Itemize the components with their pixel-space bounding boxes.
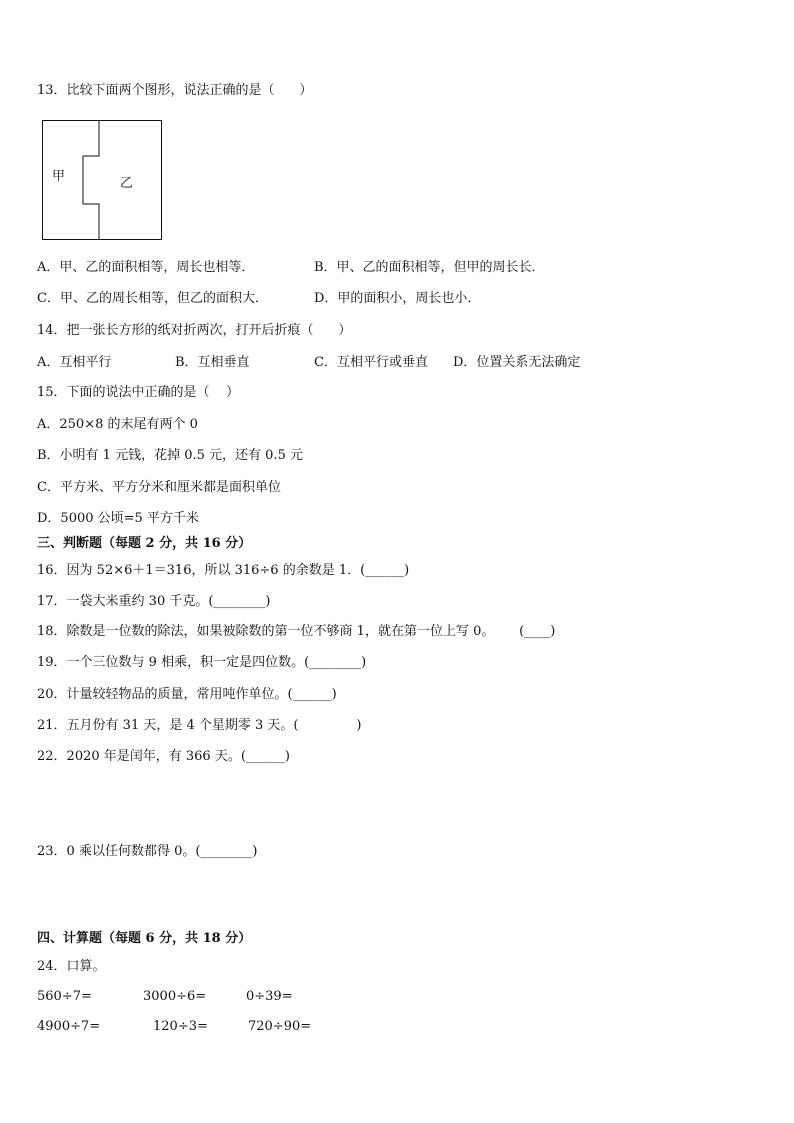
q15-option-d: D．5000 公顷=5 平方千米 — [37, 511, 199, 526]
question-15-stem: 15．下面的说法中正确的是（ ） — [37, 385, 240, 400]
q15-option-a: A．250×8 的末尾有两个 0 — [37, 417, 198, 432]
q15-option-b: B．小明有 1 元钱，花掉 0.5 元，还有 0.5 元 — [37, 448, 303, 463]
q14-option-a: A．互相平行 — [37, 355, 112, 370]
calc-item: 720÷90= — [248, 1019, 312, 1034]
section-3-title: 三、判断题（每题 2 分，共 16 分） — [37, 536, 252, 551]
q14-option-c: C．互相平行或垂直 — [314, 355, 428, 370]
section-4-title: 四、计算题（每题 6 分，共 18 分） — [37, 931, 252, 946]
q13-option-c: C．甲、乙的周长相等，但乙的面积大． — [37, 291, 268, 306]
figure-label-jia: 甲 — [52, 169, 66, 184]
q14-option-d: D．位置关系无法确定 — [453, 355, 581, 370]
judge-item-19: 19．一个三位数与 9 相乘，积一定是四位数。(________) — [37, 655, 367, 670]
judge-item-23: 23．0 乘以任何数都得 0。(________) — [37, 844, 258, 859]
judge-item-20: 20．计量较轻物品的质量，常用吨作单位。(______) — [37, 687, 337, 702]
question-14-stem: 14．把一张长方形的纸对折两次，打开后折痕（ ） — [37, 323, 352, 338]
judge-item-18: 18．除数是一位数的除法，如果被除数的第一位不够商 1，就在第一位上写 0。 (____) — [37, 624, 556, 639]
q13-option-d: D．甲的面积小，周长也小． — [314, 291, 481, 306]
q15-option-c: C．平方米、平方分米和厘米都是面积单位 — [37, 480, 281, 495]
q14-option-b: B．互相垂直 — [175, 355, 250, 370]
judge-item-16: 16．因为 52×6＋1＝316，所以 316÷6 的余数是 1．(______) — [37, 563, 410, 578]
question-13-stem: 13．比较下面两个图形，说法正确的是（ ） — [37, 83, 313, 98]
calc-item: 4900÷7= — [37, 1019, 101, 1034]
judge-item-22: 22．2020 年是闰年，有 366 天。(______) — [37, 749, 290, 764]
figure-jia-yi — [42, 120, 162, 240]
figure-label-yi: 乙 — [120, 176, 134, 191]
question-24-stem: 24．口算。 — [37, 959, 106, 974]
q13-option-b: B．甲、乙的面积相等，但甲的周长长． — [314, 260, 545, 275]
calc-item: 560÷7= — [37, 989, 92, 1004]
judge-item-21: 21．五月份有 31 天，是 4 个星期零 3 天。( ) — [37, 718, 362, 733]
calc-item: 0÷39= — [246, 989, 293, 1004]
judge-item-17: 17．一袋大米重约 30 千克。(________) — [37, 594, 271, 609]
calc-item: 120÷3= — [153, 1019, 208, 1034]
q13-option-a: A．甲、乙的面积相等，周长也相等． — [37, 260, 255, 275]
calc-item: 3000÷6= — [143, 989, 207, 1004]
